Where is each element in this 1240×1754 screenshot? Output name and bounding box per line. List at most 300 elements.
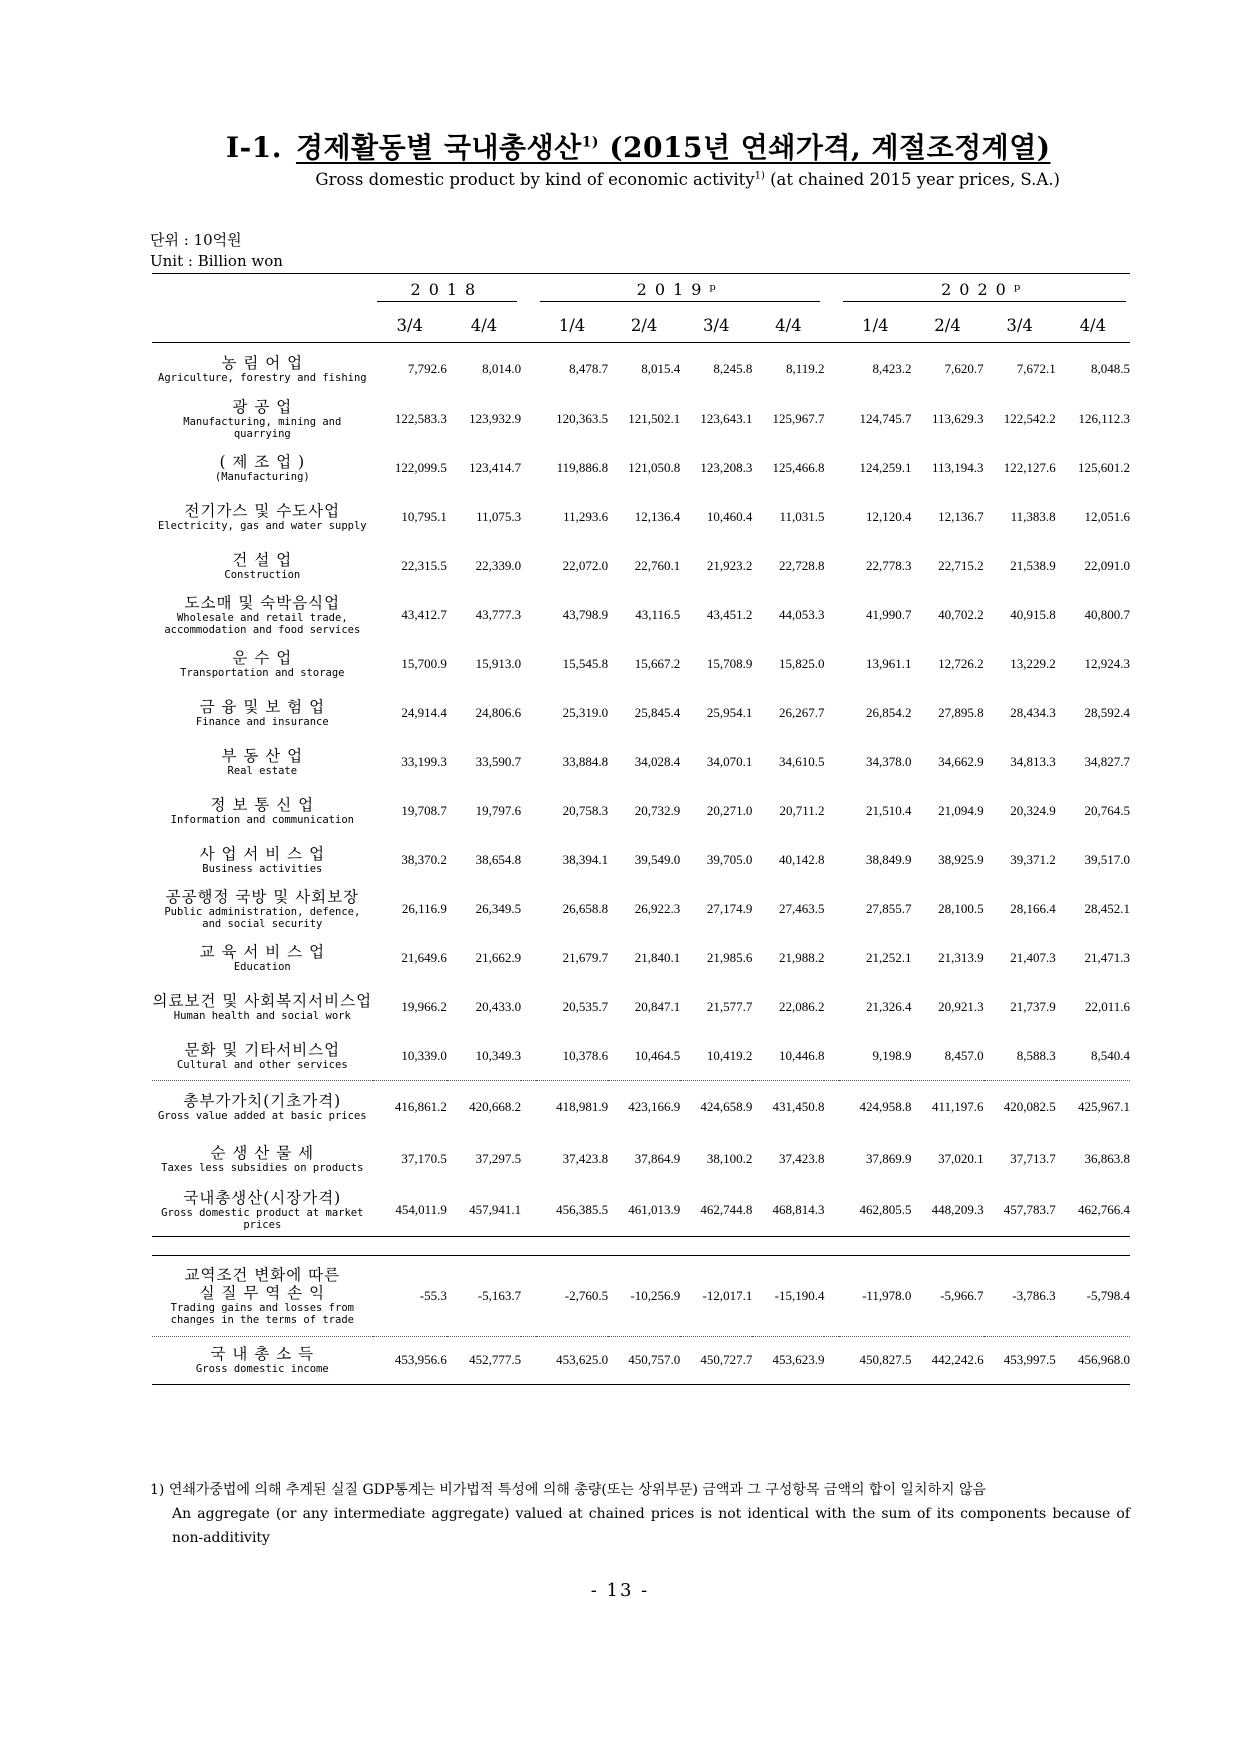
cell-value: 450,827.5 — [839, 1336, 911, 1384]
page-subtitle — [226, 170, 1066, 189]
cell-value: 27,855.7 — [865, 901, 912, 916]
row-label-korean: 국내총생산(시장가격) — [183, 1189, 342, 1208]
row-gap — [521, 738, 536, 787]
row-label-english: Public administration, defence, and social security — [164, 906, 361, 930]
row-label-english: Education — [233, 961, 291, 973]
cell-value: 12,924.3 — [1084, 656, 1130, 671]
year-header — [536, 274, 825, 309]
cell-value: 28,100.5 — [938, 901, 984, 916]
cell-value: 19,966.2 — [401, 999, 447, 1014]
row-label-korean: ( 제 조 업 ) — [219, 453, 306, 471]
page-title — [226, 126, 1066, 166]
cell-value: 40,800.7 — [1084, 607, 1130, 622]
cell-value: 34,378.0 — [865, 754, 912, 769]
row-label-korean: 교역조건 변화에 따른 — [184, 1265, 341, 1284]
row-gap — [824, 836, 839, 885]
cell-value: 8,423.2 — [872, 360, 912, 376]
cell-value: 10,464.5 — [634, 1047, 681, 1063]
row-label — [152, 787, 373, 836]
cell-value: 8,245.8 — [713, 360, 753, 376]
row-label — [152, 640, 373, 689]
year-header-row — [152, 274, 1130, 309]
cell-value: 125,601.2 — [1078, 460, 1130, 475]
quarter-header: 2/4 — [911, 308, 983, 343]
table-row — [152, 1032, 1130, 1081]
cell-value: 123,643.1 — [700, 411, 753, 426]
row-gap — [521, 591, 536, 640]
table-row — [152, 1133, 1130, 1185]
cell-value: 20,271.0 — [706, 803, 753, 818]
year-label: 2019ᵖ — [540, 280, 821, 302]
table-row — [152, 885, 1130, 934]
cell-value: 420,082.5 — [984, 1081, 1056, 1133]
row-gap — [824, 1133, 839, 1185]
footnote-english-line1: An aggregate (or any intermediate aggregate) valued at chained prices is not identical with the sum of its components because of — [172, 1506, 1130, 1522]
cell-value: 456,968.0 — [1056, 1336, 1130, 1384]
cell-value: 13,229.2 — [1010, 656, 1056, 671]
row-label-english: Finance and insurance — [195, 716, 329, 728]
cell-value: 22,091.0 — [1084, 558, 1130, 573]
title-block — [226, 126, 1066, 189]
cell-value: 21,407.3 — [1010, 950, 1056, 965]
table-row — [152, 934, 1130, 983]
cell-value: 453,997.5 — [984, 1336, 1056, 1384]
quarter-header-row — [152, 308, 1130, 343]
section-gap — [152, 1237, 1130, 1256]
cell-value: 33,884.8 — [562, 754, 609, 769]
year-header — [839, 274, 1130, 309]
row-gap — [824, 444, 839, 493]
row-gap — [521, 1032, 536, 1081]
row-label-korean: 농 림 어 업 — [221, 353, 304, 372]
row-label — [152, 493, 373, 542]
row-label — [152, 542, 373, 591]
row-gap — [824, 983, 839, 1032]
cell-value: 425,967.1 — [1056, 1081, 1130, 1133]
cell-value: 21,326.4 — [865, 999, 912, 1014]
cell-value: 25,845.4 — [634, 705, 681, 720]
cell-value: 39,705.0 — [706, 852, 753, 867]
cell-value: 15,708.9 — [706, 656, 753, 671]
row-label-korean: 건 설 업 — [232, 551, 293, 569]
cell-value: 11,293.6 — [563, 509, 609, 524]
cell-value: 15,667.2 — [634, 656, 681, 671]
cell-value: -15,190.4 — [774, 1287, 825, 1303]
cell-value: 20,847.1 — [634, 999, 681, 1014]
cell-value: 26,267.7 — [778, 705, 825, 720]
cell-value: 21,510.4 — [865, 803, 912, 818]
row-label-english: Wholesale and retail trade, accommodation and food services — [164, 612, 361, 636]
row-label — [152, 1133, 373, 1185]
year-header — [373, 274, 522, 309]
cell-value: 20,758.3 — [562, 803, 609, 818]
cell-value: 21,313.9 — [938, 950, 984, 965]
cell-value: 22,778.3 — [865, 558, 912, 573]
cell-value: 113,629.3 — [932, 411, 984, 426]
row-label-korean: 정 보 통 신 업 — [210, 796, 315, 814]
cell-value: 21,923.2 — [706, 558, 753, 573]
cell-value: 21,737.9 — [1010, 999, 1056, 1014]
row-gap — [824, 542, 839, 591]
cell-value: 20,433.0 — [475, 999, 522, 1014]
cell-value: 8,588.3 — [1016, 1047, 1056, 1063]
row-label-english: Agriculture, forestry and fishing — [158, 371, 367, 384]
cell-value: 34,610.5 — [778, 754, 825, 769]
header-blank — [152, 308, 373, 343]
cell-value: -5,966.7 — [940, 1287, 984, 1303]
cell-value: 20,764.5 — [1084, 803, 1130, 818]
cell-value: 411,197.6 — [911, 1081, 983, 1133]
row-label-english: Taxes less subsidies on products — [161, 1161, 364, 1174]
cell-value: 416,861.2 — [373, 1081, 447, 1133]
cell-value: 21,649.6 — [401, 950, 447, 965]
row-gap — [824, 787, 839, 836]
cell-value: 40,702.2 — [938, 607, 984, 622]
table-row — [152, 444, 1130, 493]
cell-value: 21,840.1 — [634, 950, 681, 965]
cell-value: 119,886.8 — [556, 460, 609, 475]
row-label-korean: 의료보건 및 사회복지서비스업 — [152, 992, 373, 1010]
cell-value: 21,577.7 — [706, 999, 753, 1014]
cell-value: 462,744.8 — [680, 1185, 752, 1237]
row-gap — [824, 934, 839, 983]
cell-value: 22,339.0 — [475, 558, 522, 573]
cell-value: 21,988.2 — [778, 950, 825, 965]
title-english-paren: (at chained 2015 year prices, S.A.) — [770, 170, 1060, 189]
table-row — [152, 738, 1130, 787]
row-gap — [521, 1256, 536, 1336]
cell-value: 15,545.8 — [562, 656, 609, 671]
cell-value: 124,259.1 — [859, 460, 912, 475]
cell-value: 38,849.9 — [865, 852, 912, 867]
row-label — [152, 738, 373, 787]
row-label-english: Transportation and storage — [180, 667, 345, 679]
cell-value: 28,166.4 — [1010, 901, 1056, 916]
cell-value: 38,654.8 — [475, 852, 522, 867]
quarter-header: 4/4 — [752, 308, 824, 343]
row-label-english: Trading gains and losses from changes in the terms of trade — [170, 1301, 354, 1326]
cell-value: 11,075.3 — [476, 509, 522, 524]
footnote-english-line2: non-additivity — [172, 1530, 270, 1546]
cell-value: 26,349.5 — [475, 901, 522, 916]
row-label-english: Cultural and other services — [176, 1058, 348, 1071]
cell-value: 123,208.3 — [700, 460, 753, 475]
subtitle-footnote-mark: 1) — [754, 170, 765, 182]
cell-value: 22,011.6 — [1084, 999, 1130, 1014]
cell-value: 423,166.9 — [608, 1081, 680, 1133]
row-label — [152, 1256, 373, 1336]
row-gap — [521, 836, 536, 885]
row-gap — [824, 1185, 839, 1237]
cell-value: 123,414.7 — [469, 460, 522, 475]
cell-value: 122,583.3 — [394, 411, 447, 426]
cell-value: 22,728.8 — [778, 558, 825, 573]
cell-value: 122,542.2 — [1003, 411, 1056, 426]
cell-value: 450,757.0 — [608, 1336, 680, 1384]
row-gap — [521, 689, 536, 738]
cell-value: 13,961.1 — [865, 656, 912, 671]
cell-value: 10,446.8 — [778, 1047, 825, 1063]
cell-value: 454,011.9 — [373, 1185, 447, 1237]
cell-value: 121,502.1 — [628, 411, 681, 426]
cell-value: 22,760.1 — [634, 558, 681, 573]
cell-value: 19,708.7 — [401, 803, 447, 818]
unit-english: Unit : Billion won — [150, 252, 283, 270]
table-row — [152, 343, 1130, 395]
gdp-table — [152, 273, 1130, 1385]
cell-value: 26,116.9 — [401, 901, 447, 916]
title-number: Ⅰ-1. — [226, 131, 282, 164]
cell-value: 39,549.0 — [634, 852, 681, 867]
cell-value: 25,954.1 — [706, 705, 753, 720]
cell-value: 462,766.4 — [1056, 1185, 1130, 1237]
row-label — [152, 444, 373, 493]
cell-value: 448,209.3 — [911, 1185, 983, 1237]
cell-value: 27,463.5 — [778, 901, 825, 916]
cell-value: 8,540.4 — [1091, 1047, 1130, 1063]
row-gap — [824, 885, 839, 934]
header-gap — [824, 274, 839, 309]
table-row — [152, 689, 1130, 738]
cell-value: 424,958.8 — [839, 1081, 911, 1133]
cell-value: 22,715.2 — [938, 558, 984, 573]
cell-value: 37,170.5 — [401, 1150, 447, 1166]
row-gap — [824, 689, 839, 738]
row-label-english: Gross domestic product at market prices — [161, 1207, 364, 1232]
row-label-korean: 순 생 산 물 세 — [210, 1143, 315, 1162]
cell-value: 123,932.9 — [469, 411, 522, 426]
row-gap — [521, 787, 536, 836]
cell-value: 36,863.8 — [1084, 1150, 1130, 1166]
row-gap — [521, 934, 536, 983]
row-gap — [521, 1133, 536, 1185]
row-label — [152, 983, 373, 1032]
cell-value: 43,451.2 — [706, 607, 753, 622]
quarter-header: 4/4 — [1056, 308, 1130, 343]
row-gap — [824, 738, 839, 787]
row-gap — [824, 1032, 839, 1081]
row-gap — [521, 395, 536, 444]
cell-value: 461,013.9 — [608, 1185, 680, 1237]
row-label-korean: 국 내 총 소 득 — [210, 1345, 315, 1363]
table-row — [152, 542, 1130, 591]
header-gap — [521, 274, 536, 309]
unit-korean: 단위 : 10억원 — [150, 231, 242, 249]
cell-value: 457,941.1 — [447, 1185, 521, 1237]
year-label: 2020ᵖ — [843, 280, 1126, 302]
row-gap — [521, 493, 536, 542]
table-row — [152, 787, 1130, 836]
table-row — [152, 395, 1130, 444]
cell-value: 12,136.7 — [938, 509, 984, 524]
cell-value: 43,116.5 — [635, 607, 681, 622]
cell-value: 40,142.8 — [778, 852, 825, 867]
cell-value: -5,798.4 — [1086, 1287, 1130, 1303]
cell-value: 12,136.4 — [634, 509, 681, 524]
row-label-english: Real estate — [227, 765, 298, 777]
row-gap — [824, 1081, 839, 1133]
cell-value: 21,679.7 — [562, 950, 609, 965]
cell-value: 10,349.3 — [475, 1047, 522, 1063]
title-english: Gross domestic product by kind of economic activity — [315, 170, 755, 189]
footnote — [150, 1478, 1130, 1550]
quarter-header: 2/4 — [608, 308, 680, 343]
cell-value: 457,783.7 — [984, 1185, 1056, 1237]
cell-value: 21,985.6 — [706, 950, 753, 965]
cell-value: 38,925.9 — [938, 852, 984, 867]
cell-value: 43,412.7 — [401, 607, 447, 622]
table-row — [152, 640, 1130, 689]
row-gap — [521, 640, 536, 689]
row-gap — [824, 1256, 839, 1336]
cell-value: 22,086.2 — [778, 999, 825, 1014]
cell-value: 26,658.8 — [562, 901, 609, 916]
row-gap — [521, 1081, 536, 1133]
table-row — [152, 1256, 1130, 1336]
cell-value: 37,020.1 — [938, 1150, 984, 1166]
row-gap — [521, 983, 536, 1032]
cell-value: 431,450.8 — [752, 1081, 824, 1133]
cell-value: 21,471.3 — [1084, 950, 1130, 965]
cell-value: -2,760.5 — [564, 1287, 609, 1303]
cell-value: 124,745.7 — [859, 411, 912, 426]
quarter-header: 3/4 — [984, 308, 1056, 343]
cell-value: 38,370.2 — [401, 852, 447, 867]
cell-value: 8,119.2 — [785, 360, 825, 376]
row-label — [152, 395, 373, 444]
row-label-english: Manufacturing, mining and quarrying — [183, 416, 342, 440]
footnote-korean: 연쇄가중법에 의해 추계된 실질 GDP통계는 비가법적 특성에 의해 총량(또는 상위부문) 금액과 그 구성항목 금액의 합이 일치하지 않음 — [168, 1482, 987, 1498]
row-label-korean-2: 실 질 무 역 손 익 — [199, 1283, 326, 1302]
table-row — [152, 493, 1130, 542]
table-row — [152, 591, 1130, 640]
section-gap-cell — [152, 1237, 1130, 1256]
cell-value: -10,256.9 — [630, 1287, 681, 1303]
cell-value: 10,378.6 — [562, 1047, 609, 1063]
cell-value: 453,623.9 — [752, 1336, 824, 1384]
cell-value: 453,956.6 — [373, 1336, 447, 1384]
row-gap — [824, 1336, 839, 1384]
cell-value: 19,797.6 — [475, 803, 522, 818]
cell-value: 24,914.4 — [401, 705, 447, 720]
row-label-korean: 광 공 업 — [232, 398, 293, 416]
row-label — [152, 1185, 373, 1237]
cell-value: 8,015.4 — [641, 360, 681, 376]
cell-value: 11,383.8 — [1010, 509, 1056, 524]
cell-value: 41,990.7 — [865, 607, 912, 622]
cell-value: 8,457.0 — [944, 1047, 984, 1063]
page-number: - 13 - — [590, 1580, 650, 1601]
header-gap — [824, 308, 839, 343]
row-gap — [824, 591, 839, 640]
cell-value: 34,662.9 — [938, 754, 984, 769]
cell-value: 27,174.9 — [706, 901, 753, 916]
cell-value: 7,672.1 — [1016, 360, 1056, 376]
quarter-header: 3/4 — [680, 308, 752, 343]
table-row — [152, 836, 1130, 885]
row-gap — [824, 395, 839, 444]
cell-value: 10,419.2 — [706, 1047, 753, 1063]
row-label-korean: 전기가스 및 수도사업 — [184, 502, 341, 520]
row-gap — [521, 444, 536, 493]
row-label — [152, 836, 373, 885]
cell-value: 37,869.9 — [865, 1150, 912, 1166]
row-gap — [824, 640, 839, 689]
cell-value: 37,713.7 — [1010, 1150, 1056, 1166]
cell-value: 21,094.9 — [938, 803, 984, 818]
cell-value: 452,777.5 — [447, 1336, 521, 1384]
cell-value: 20,535.7 — [562, 999, 609, 1014]
row-label-english: Gross domestic income — [195, 1363, 329, 1375]
cell-value: 453,625.0 — [536, 1336, 608, 1384]
cell-value: -11,978.0 — [862, 1287, 912, 1303]
cell-value: 15,913.0 — [475, 656, 522, 671]
year-label: 2018 — [377, 280, 518, 302]
cell-value: 25,319.0 — [562, 705, 609, 720]
title-footnote-mark: 1) — [581, 134, 600, 151]
header-gap — [521, 308, 536, 343]
cell-value: 424,658.9 — [680, 1081, 752, 1133]
title-korean-paren: (2015년 연쇄가격, 계절조정계열) — [609, 131, 1051, 164]
row-gap — [824, 343, 839, 395]
header-blank — [152, 274, 373, 309]
cell-value: 34,028.4 — [634, 754, 681, 769]
cell-value: 7,620.7 — [944, 360, 984, 376]
cell-value: 34,813.3 — [1010, 754, 1056, 769]
row-label-english: Electricity, gas and water supply — [158, 520, 367, 532]
row-label-english: Construction — [224, 569, 301, 581]
row-label-english: Information and communication — [170, 814, 354, 826]
row-label-korean: 사 업 서 비 스 업 — [199, 845, 326, 863]
row-label — [152, 689, 373, 738]
row-label-korean: 금 융 및 보 험 업 — [199, 698, 326, 716]
cell-value: 20,711.2 — [779, 803, 825, 818]
cell-value: 38,100.2 — [706, 1150, 753, 1166]
cell-value: 26,854.2 — [865, 705, 912, 720]
cell-value: 442,242.6 — [911, 1336, 983, 1384]
cell-value: 9,198.9 — [872, 1047, 912, 1063]
cell-value: 22,072.0 — [562, 558, 609, 573]
row-label — [152, 1032, 373, 1081]
cell-value: -55.3 — [419, 1287, 447, 1303]
cell-value: 20,921.3 — [938, 999, 984, 1014]
cell-value: 468,814.3 — [752, 1185, 824, 1237]
row-label-korean: 운 수 업 — [232, 649, 293, 667]
cell-value: 37,864.9 — [634, 1150, 681, 1166]
cell-value: 39,371.2 — [1010, 852, 1056, 867]
cell-value: 28,452.1 — [1084, 901, 1130, 916]
cell-value: 11,031.5 — [779, 509, 825, 524]
cell-value: 7,792.6 — [407, 360, 447, 376]
row-label-korean: 공공행정 국방 및 사회보장 — [165, 888, 360, 906]
row-gap — [521, 885, 536, 934]
footnote-marker: 1) — [150, 1482, 165, 1498]
row-gap — [521, 1336, 536, 1384]
row-label-korean: 부 동 산 업 — [221, 747, 304, 765]
cell-value: 462,805.5 — [839, 1185, 911, 1237]
row-label-english: (Manufacturing) — [214, 471, 310, 483]
cell-value: 20,732.9 — [634, 803, 681, 818]
cell-value: 28,592.4 — [1084, 705, 1130, 720]
cell-value: 10,460.4 — [706, 509, 753, 524]
cell-value: 12,120.4 — [865, 509, 912, 524]
cell-value: 43,798.9 — [562, 607, 609, 622]
row-label-korean: 도소매 및 숙박음식업 — [184, 594, 341, 612]
cell-value: 34,827.7 — [1084, 754, 1130, 769]
cell-value: 10,339.0 — [401, 1047, 447, 1063]
quarter-header: 1/4 — [839, 308, 911, 343]
cell-value: 418,981.9 — [536, 1081, 608, 1133]
